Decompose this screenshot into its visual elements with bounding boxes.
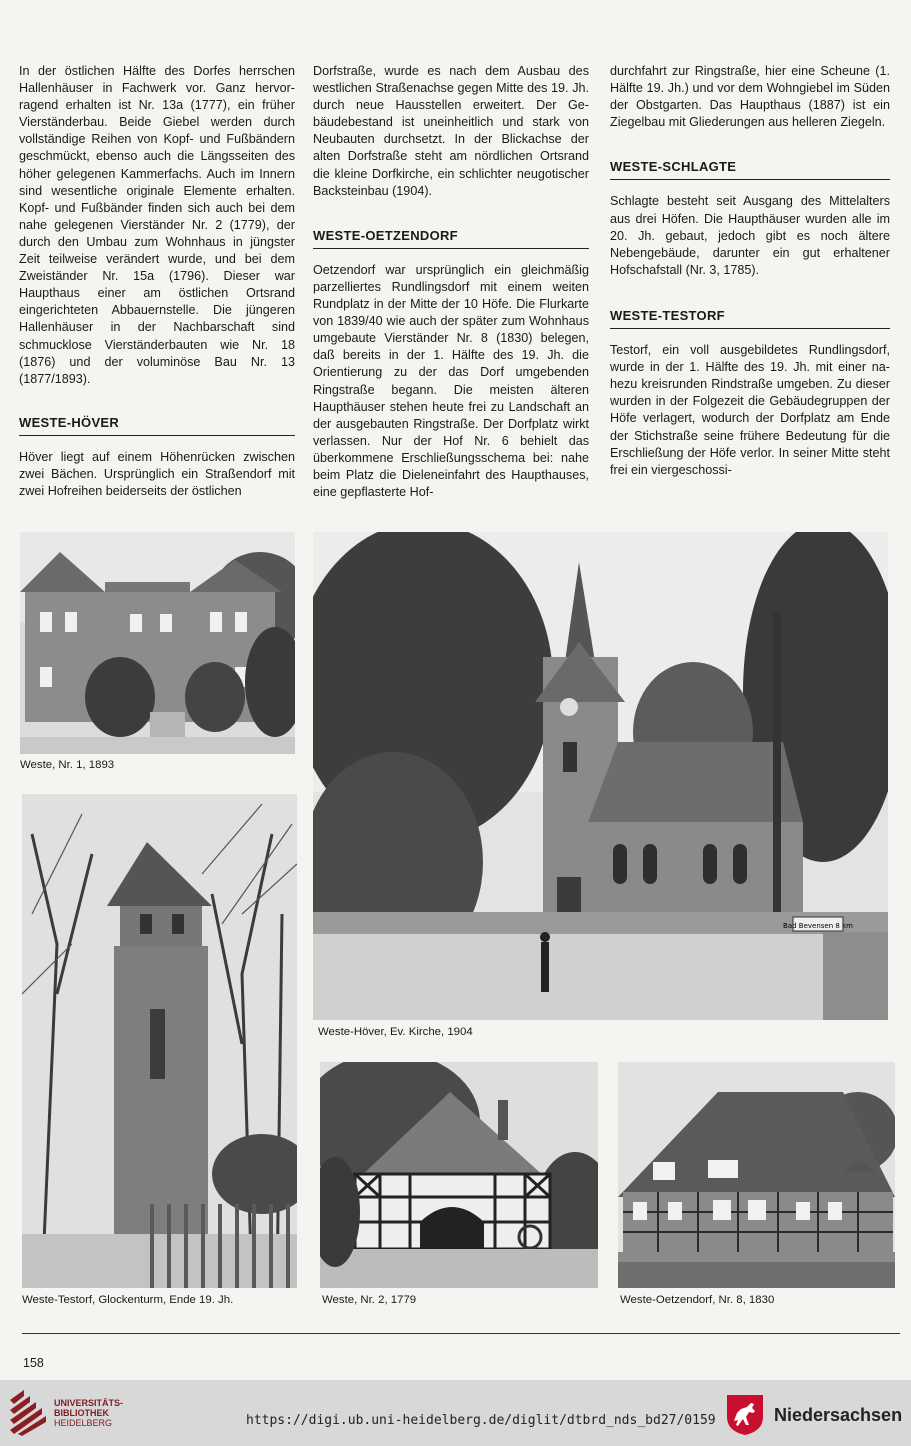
library-name-line3: HEIDELBERG — [54, 1418, 113, 1428]
photo-weste-nr1-house — [20, 532, 295, 754]
section-heading-weste-schlagte: WESTE-SCHLAGTE — [610, 158, 890, 180]
paragraph: Oetzendorf war ursprünglich ein gleichmäßig parzelliertes Rundlingsdorf mit einem weiten Rundplatz in der Mitte der 10 Höfe. Die Flurkarte von 1839/40 wie auch der später zum Wohnhaus umgebaute Vierständer Nr. 8 (1830) belegen, daß bereits in der 1. Hälfte des 19. Jh. die Orientierung zu der das Dorf umgebenden Ringstraße begann. Die meisten älteren Haupthäuser stehen heute frei zu Landschaft an der ausgebauten Ringstraße. Der Dorfplatz wirkt verlassen. Nur der Hof Nr. 6 behielt das überkommene Erschließungsschema bei: nahe beim Platz die Dieleneinfahrt des Haupthauses, eine gepflasterte Hof- — [313, 262, 589, 500]
photo-weste-hoever-church — [313, 532, 888, 1020]
caption-weste-nr1: Weste, Nr. 1, 1893 — [20, 759, 115, 771]
paragraph: In der östlichen Hälfte des Dorfes herrschen Hallenhäuser in Fachwerk vor. Ganz hervorragend erhalten ist Nr. 13a (1777), ein früher Vierständerbau. Beide Giebel werden durch vollständige Reihen von Kopf- und Fußbändern geschmückt, ebenso auch die Längsseiten des höher gelegenen Kammerfachs. Auch im Innern sind wesentliche originale Elemente erhalten. Kopf- und Fußbänder finden sich auch bei dem nahe gelegenen Vierständer Nr. 2 (1779), der durch den Umbau zum Wohnhaus in jüngster Zeit teilweise verändert wurde, und bei dem Zweiständer Nr. 15a (1796). Dieser war Haupthaus einer am östlichen Ortsrand eingerichteten Abbauernstelle. Die jüngeren Hallenhäuser in der Nachbarschaft sind schmucklose Vierständerbauten wie Nr. 18 (1876) und der voluminöse Bau Nr. 13 (1877/1893). — [19, 64, 295, 386]
sign-text: Bad Bevensen 8 km — [783, 922, 853, 930]
text-column-3 — [610, 63, 890, 479]
university-library-logo[interactable] — [10, 1390, 50, 1436]
section-heading-weste-hoever: WESTE-HÖVER — [19, 414, 295, 436]
viewer-footer-bar — [0, 1380, 911, 1446]
text-column-2 — [313, 63, 589, 501]
niedersachsen-label: Niedersachsen — [774, 1405, 903, 1425]
photo-weste-oetzendorf-nr8 — [618, 1062, 895, 1288]
paragraph: Schlagte besteht seit Ausgang des Mittelalters aus drei Höfen. Die Haupthäuser wurden alle im 20. Jh. gebaut, jedoch gibt es noch ältere Nebengebäude, darunter ein gut erhaltener Hofschafstall (Nr. 3, 1785). — [610, 194, 890, 277]
paragraph: Testorf, ein voll ausgebildetes Rundlingsdorf, wurde in der 1. Hälfte des 19. Jh. mit einer nahezu kreisrunden Rindstraße umgeben. Zu dieser wurden in der Folgezeit die Gebäudegruppen der Höfe verlagert, wodurch der Dorfplatz am Ende der Stichstraße seine frühere Bedeutung für die Erschließung der Höfe verlor. In seiner Mitte steht frei ein viergeschossi- — [610, 343, 890, 477]
library-name-line2: BIBLIOTHEK — [54, 1408, 109, 1418]
paragraph: Höver liegt auf einem Höhenrücken zwischen zwei Bächen. Ursprünglich ein Straßendorf mit zwei Hofreihen beiderseits der östlichen — [19, 449, 295, 499]
niedersachsen-horse-logo[interactable] — [727, 1395, 763, 1435]
photo-weste-testorf-bell-tower — [22, 794, 297, 1288]
footer-rule — [22, 1333, 900, 1334]
paragraph: Dorfstraße, wurde es nach dem Ausbau des westlichen Straßenachse gegen Mitte des 19. Jh. durch neue Hausstellen erweitert. Der Gebäudebestand ist uneinheitlich und stark von Neubauten durchsetzt. In der Blickachse der alten Dorfstraße steht am nördlichen Ortsrand die kleine Dorfkirche, ein schlichter neugotischer Backsteinbau (1904). — [313, 64, 589, 198]
caption-bell-tower: Weste-Testorf, Glockenturm, Ende 19. Jh. — [22, 1294, 234, 1306]
caption-nr2: Weste, Nr. 2, 1779 — [322, 1294, 417, 1306]
document-url-link[interactable]: https://digi.ub.uni-heidelberg.de/diglit/dtbrd_nds_bd27/0159 — [246, 1413, 716, 1428]
section-heading-weste-testorf: WESTE-TESTORF — [610, 307, 890, 329]
photo-weste-nr2-timber-house — [320, 1062, 598, 1288]
page-number: 158 — [23, 1356, 44, 1370]
library-name[interactable] — [54, 1398, 123, 1428]
text-column-1 — [19, 63, 295, 500]
section-heading-weste-oetzendorf: WESTE-OETZENDORF — [313, 227, 589, 249]
caption-church: Weste-Höver, Ev. Kirche, 1904 — [318, 1026, 473, 1038]
paragraph: durchfahrt zur Ringstraße, hier eine Scheune (1. Hälfte 19. Jh.) und vor dem Wohngiebel im Süden der Obstgarten. Das Haupthaus (1887) ist ein Ziegelbau mit Gliederungen aus helleren Ziegeln. — [610, 64, 890, 130]
caption-oetzendorf-nr8: Weste-Oetzendorf, Nr. 8, 1830 — [620, 1294, 775, 1306]
library-name-line1: UNIVERSITÄTS- — [54, 1398, 124, 1408]
